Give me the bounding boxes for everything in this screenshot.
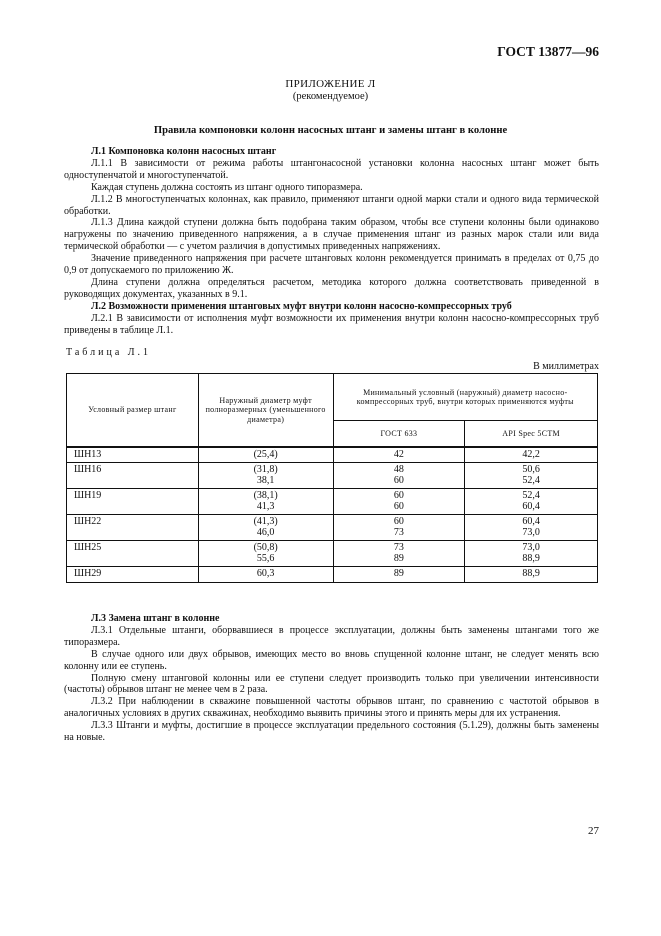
rod-size-cell: ШН19: [67, 489, 199, 515]
coupling-diameter-cell: [198, 541, 333, 567]
table-row: [67, 541, 598, 567]
api-cell-value: 73,0: [522, 526, 540, 538]
api-cell: [465, 463, 598, 489]
gost-cell-value: 60: [393, 474, 404, 486]
rod-size-cell: ШН25: [67, 541, 199, 567]
table-row: [67, 447, 598, 463]
gost-cell: [333, 463, 465, 489]
gost-cell: [333, 567, 465, 583]
coupling-diameter-cell-value: 55,6: [256, 552, 275, 564]
coupling-diameter-cell-value: 38,1: [256, 474, 275, 486]
coupling-diameter-cell-value: 46,0: [256, 526, 275, 538]
paragraph: Полную смену штанговой колонны или ее ступени следует производить только при увеличении интенсивности (частоты) обрывов штанг не менее чем в 2 раза.: [64, 672, 599, 696]
rod-size-cell: ШН16: [67, 463, 199, 489]
paragraph: Л.3.3 Штанги и муфты, достигшие в процессе эксплуатации предельного состояния (5.1.29), должны быть заменены на новые.: [64, 720, 599, 744]
api-cell-value: 88,9: [522, 568, 540, 579]
gost-cell-value: 42: [393, 448, 404, 460]
table-row: [67, 567, 598, 583]
api-cell: [465, 489, 598, 515]
api-cell-value: 52,4: [522, 490, 540, 501]
paragraph: Л.3.2 При наблюдении в скважине повышенной частоты обрывов штанг, по сравнению с частотой обрывов в аналогичных условиях в других скважинах, необходимо выявить причины этого и принять меры для их устранения.: [64, 696, 599, 720]
api-cell: [465, 447, 598, 463]
section-1-heading: Л.1 Компоновка колонн насосных штанг: [91, 146, 277, 157]
rod-size-cell: ШН22: [67, 515, 199, 541]
gost-cell: [333, 541, 465, 567]
paragraph: Л.1.1 В зависимости от режима работы штангонасосной установки колонна насосных штанг может быть одноступенчатой и многоступенчатой.: [64, 157, 599, 181]
paragraph: Значение приведенного напряжения при расчете штанговых колонн рекомендуется принимать в пределах от 0,75 до 0,9 от допускаемого по приложению Ж.: [64, 253, 599, 277]
paragraph: Л.1.2 В многоступенчатых колоннах, как правило, применяют штанги одной марки стали и одного вида термической обработки.: [64, 193, 599, 217]
paragraph: Л.1.3 Длина каждой ступени должна быть подобрана таким образом, чтобы все ступени колонны были одинаково нагружены по значению приведенного напряжения, а в случае применения штанг из разных марок стали или вида термической обработки — с учетом различия в допустимых приведенных напряжениях.: [64, 217, 599, 253]
rod-size-cell: ШН13: [67, 447, 199, 463]
coupling-diameter-cell-value: (50,8): [253, 542, 278, 553]
coupling-diameter-cell: [198, 463, 333, 489]
paragraph: Длина ступени должна определяться расчетом, методика которого должна соответствовать приведенной в руководящих документах, указанных в 9.1.: [64, 276, 599, 300]
gost-cell-value: 60: [393, 490, 404, 501]
paragraph: В случае одного или двух обрывов, имеющих место во вновь спущенной колонне штанг, не следует менять всю колонну или ее ступень.: [64, 648, 599, 672]
col-header-api: API Spec 5CTM: [465, 421, 598, 447]
gost-cell: [333, 515, 465, 541]
table-row: [67, 489, 598, 515]
gost-cell-value: 73: [393, 526, 404, 538]
standard-header: ГОСТ 13877—96: [497, 44, 599, 59]
coupling-diameter-cell-value: (38,1): [253, 490, 278, 501]
coupling-diameter-cell-value: (25,4): [253, 448, 278, 460]
paragraph: Л.2.1 В зависимости от исполнения муфт возможности их применения внутри колонн насосно-компрессорных труб приведены в таблице Л.1.: [64, 312, 599, 336]
api-cell-value: 50,6: [522, 464, 540, 475]
appendix-title: ПРИЛОЖЕНИЕ Л: [285, 78, 376, 90]
section-2-heading: Л.2 Возможности применения штанговых муфт внутри колонн насосно-компрессорных труб: [91, 300, 512, 312]
table-row: [67, 515, 598, 541]
api-cell-value: 42,2: [522, 448, 540, 460]
api-cell: [465, 567, 598, 583]
col-header-coupling: Наружный диаметр муфт полноразмерных (уменьшенного диаметра): [198, 374, 333, 447]
table-units: В миллиметрах: [533, 361, 599, 372]
api-cell-value: 73,0: [522, 542, 540, 553]
coupling-diameter-cell-value: 41,3: [256, 500, 275, 512]
gost-cell: [333, 489, 465, 515]
api-cell-value: 60,4: [522, 516, 540, 527]
coupling-diameter-cell: [198, 515, 333, 541]
gost-cell-value: 60: [393, 516, 404, 527]
gost-cell-value: 89: [393, 552, 404, 564]
coupling-diameter-cell-value: (41,3): [253, 516, 278, 527]
appendix-subtitle: (рекомендуемое): [292, 91, 369, 102]
api-cell-value: 52,4: [522, 474, 540, 486]
gost-cell-value: 60: [393, 500, 404, 512]
col-header-group: Минимальный условный (наружный) диаметр насосно-компрессорных труб, внутри которых применяются муфты: [333, 374, 597, 421]
coupling-diameter-cell: [198, 447, 333, 463]
col-header-size: Условный размер штанг: [67, 374, 199, 447]
api-cell-value: 60,4: [522, 500, 540, 512]
gost-cell: [333, 447, 465, 463]
section-3: [64, 613, 599, 744]
paragraph: Каждая ступень должна состоять из штанг одного типоразмера.: [91, 181, 363, 193]
table-caption: Таблица Л.1: [66, 347, 152, 358]
gost-cell-value: 89: [393, 568, 404, 579]
col-header-gost: ГОСТ 633: [333, 421, 465, 447]
coupling-diameter-cell: [198, 489, 333, 515]
gost-cell-value: 48: [393, 464, 404, 475]
page-number: 27: [588, 825, 599, 837]
coupling-diameter-cell: [198, 567, 333, 583]
coupling-table: [66, 373, 598, 583]
section-1: [64, 146, 599, 337]
rod-size-cell: ШН29: [67, 567, 199, 583]
gost-cell-value: 73: [393, 542, 404, 553]
api-cell-value: 88,9: [522, 552, 540, 564]
coupling-diameter-cell-value: 60,3: [256, 568, 275, 579]
api-cell: [465, 541, 598, 567]
coupling-diameter-cell-value: (31,8): [253, 464, 278, 475]
table-row: [67, 463, 598, 489]
api-cell: [465, 515, 598, 541]
paragraph: Л.3.1 Отдельные штанги, оборвавшиеся в процессе эксплуатации, должны быть заменены штангами того же типоразмера.: [64, 624, 599, 648]
section-3-heading: Л.3 Замена штанг в колонне: [91, 613, 220, 624]
appendix-main-title: Правила компоновки колонн насосных штанг и замены штанг в колонне: [153, 125, 508, 136]
